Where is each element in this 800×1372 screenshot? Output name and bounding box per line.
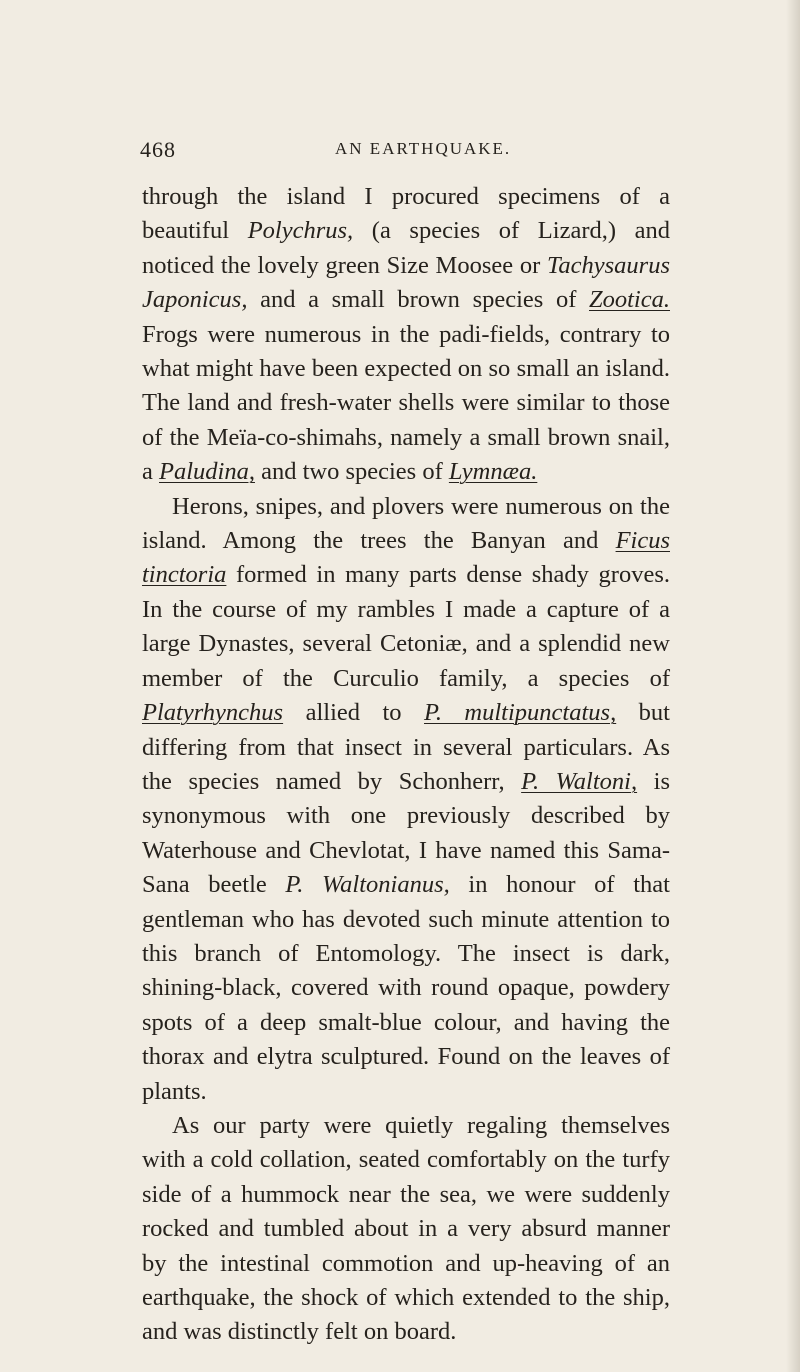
italic-term: P. Waltonianus, — [285, 871, 450, 899]
text-run: allied to — [283, 699, 425, 727]
italic-term: Platyrhynchus — [142, 699, 284, 727]
text-run: but differing from that insect in several particulars. As the species named by Schonherr, — [142, 699, 670, 795]
italic-term: P. Waltoni, — [521, 767, 638, 795]
italic-term: Polychrus, — [247, 217, 354, 245]
body-text — [142, 180, 670, 1350]
page-edge-shadow — [786, 0, 800, 1372]
page-header — [140, 137, 660, 163]
italic-term: Tachysaurus Japonicus, — [142, 251, 670, 314]
paragraph-3 — [142, 1109, 670, 1350]
italic-term: Ficus tinctoria — [142, 527, 670, 589]
paragraph-2 — [142, 490, 670, 1109]
italic-term: Paludina, — [159, 458, 255, 486]
text-run: Herons, snipes, and plovers were numerous on the island. Among the trees the Banyan and — [142, 492, 670, 555]
text-run: is synonymous with one previously described by Waterhouse and Chevlotat, I have named this Sama-Sana beetle — [142, 767, 670, 899]
italic-term: P. multipunctatus, — [424, 699, 617, 727]
text-run: through the island I procured specimens of a beautiful — [142, 183, 670, 245]
page-number: 468 — [140, 137, 176, 162]
italic-term: Zootica. — [589, 286, 670, 314]
text-run: As our party were quietly regaling themselves with a cold collation, seated comfortably on the turfy side of a hummock near the sea, we were suddenly rocked and tumbled about in a very absurd manner by the intestinal commotion and up-heaving of an earthquake, the shock of which extended to the ship, and was distinctly felt on board. — [142, 1111, 670, 1346]
text-run: in honour of that gentleman who has devoted such minute attention to this branch of Entomology. The insect is dark, shining-black, covered with round opaque, powdery spots of a deep smalt-blue colour, and having the thorax and elytra sculptured. Found on the leaves of plants. — [142, 871, 670, 1105]
text-run: Frogs were numerous in the padi-fields, contrary to what might have been expected on so small an island. The land and fresh-water shells were similar to those of the Meïa-co-shimahs, namely a small brown snail, a — [142, 320, 670, 486]
paragraph-1 — [142, 180, 670, 490]
text-run: (a species of Lizard,) and noticed the lovely green Size Moosee or — [142, 217, 671, 279]
italic-term: Lymnæa. — [448, 458, 538, 486]
running-head: AN EARTHQUAKE. — [335, 139, 512, 158]
text-run: formed in many parts dense shady groves. In the course of my rambles I made a capture of a large Dynastes, several Cetoniæ, and a splendid new member of the Curculio family, a species of — [142, 561, 670, 692]
text-run: and two species of — [254, 458, 449, 486]
text-run: and a small brown species of — [247, 286, 589, 314]
